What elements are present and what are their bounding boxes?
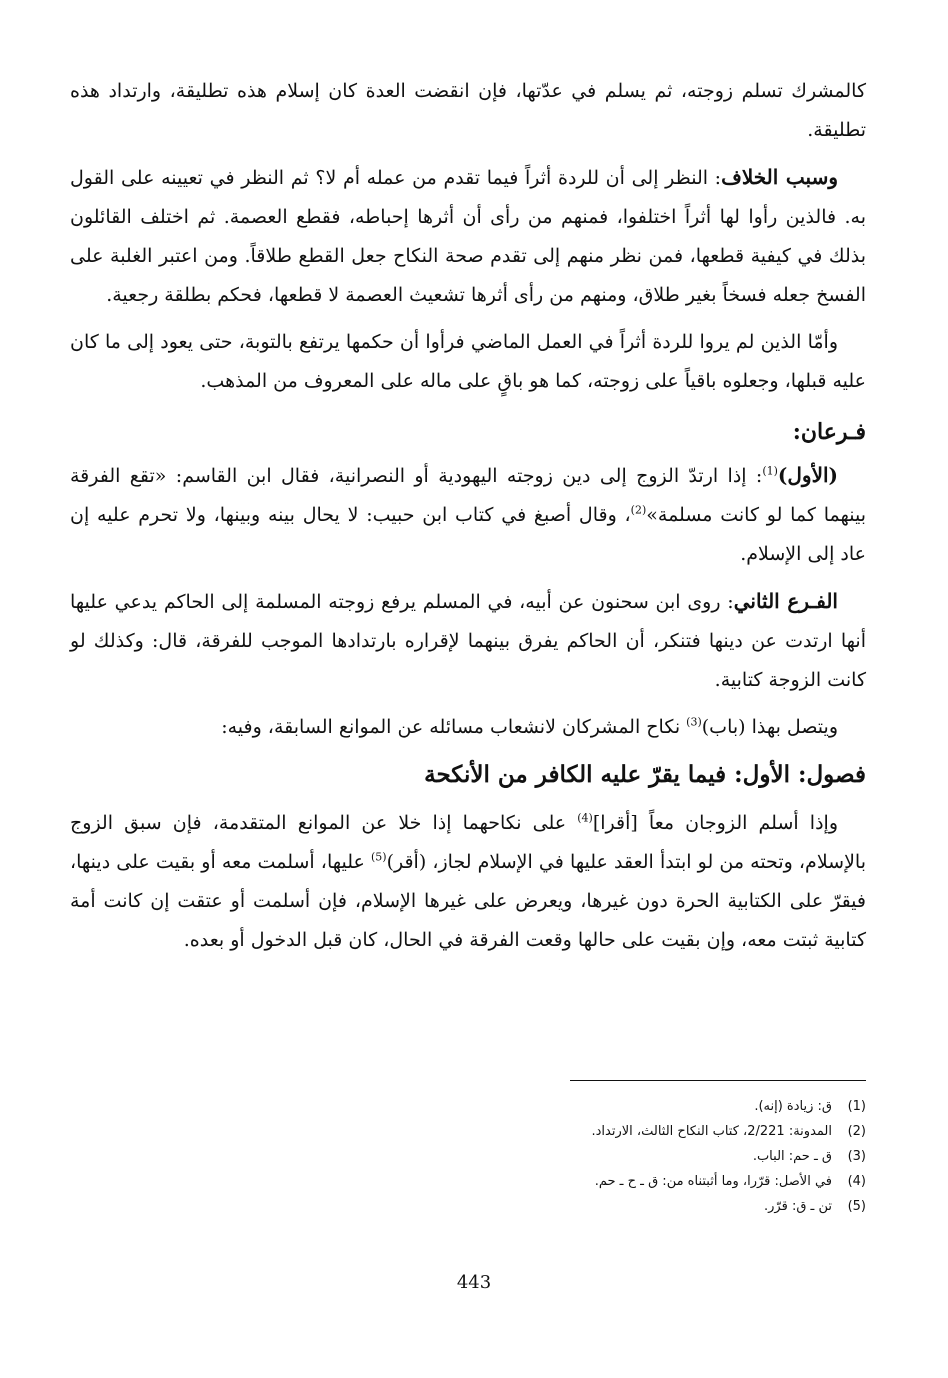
- footnote-item: [400, 1194, 866, 1219]
- paragraph-7: [70, 804, 866, 960]
- footnote-number: (3): [847, 1149, 866, 1164]
- paragraph-6: [70, 708, 866, 747]
- footnote-number: (2): [847, 1124, 866, 1139]
- page-body: [70, 72, 866, 968]
- paragraph-text: وإذا أسلم الزوجان معاً [أقرا]: [592, 812, 838, 834]
- footnote-item: [400, 1094, 866, 1119]
- footnote-number: (4): [847, 1174, 866, 1189]
- paragraph-text: ، وقال أصبغ في كتاب ابن حبيب: لا يحال بينه وبينها، ولا تحرم عليه إن عاد إلى الإسلام.: [70, 504, 866, 565]
- paragraph-lead-reason: وسبب الخلاف: [721, 165, 839, 189]
- paragraph-first-branch: [70, 456, 866, 574]
- chapter-title: فصول: الأول: فيما يقرّ عليه الكافر من الأنكحة: [424, 761, 866, 788]
- paragraph-text: على نكاحهما إذا خلا عن الموانع المتقدمة، فإن سبق الزوج بالإسلام، وتحته من لو ابتدأ العقد عليها في الإسلام لجاز، (أقر): [70, 812, 866, 873]
- footnote-item: [400, 1144, 866, 1169]
- footnote-separator: [570, 1080, 866, 1081]
- paragraph-text: : إذا ارتدّ الزوج إلى دين زوجته اليهودية أو النصرانية، فقال ابن القاسم: «تقع الفرقة بينهما كما لو كانت مسلمة»: [70, 465, 867, 526]
- paragraph-reason-of-dispute: [70, 158, 866, 315]
- footnote-text: ق: زيادة (إنه).: [754, 1099, 832, 1114]
- footnotes: [400, 1094, 866, 1219]
- section-title: فـرعان:: [792, 419, 866, 445]
- footnote-item: [400, 1169, 866, 1194]
- paragraph-text: نكاح المشركان لانشعاب مسائله عن الموانع السابقة، وفيه:: [221, 716, 687, 738]
- footnote-text: في الأصل: قرّرا، وما أثبتناه من: ق ـ ح ـ حم.: [594, 1174, 832, 1189]
- paragraph-text: : روى ابن سحنون عن أبيه، في المسلم يرفع زوجته المسلمة إلى الحاكم يدعي عليها أنها ارتدت عن دينها فتنكر، أن الحاكم يفرق بينهما لإقراره بارتدادها الموجب للفرقة، قال: وكذلك لو كانت الزوجة كتابية.: [70, 591, 866, 691]
- paragraph-text: : النظر إلى أن للردة أثراً فيما تقدم من عمله أم لا؟ ثم النظر في تعيينه على القول به. فالذين رأوا لها أثراً اختلفوا، فمنهم من رأى أن أثرها إحباطه، فقطع العصمة. ثم اختلف القائلون بذلك في كيفية قطعها، فمن نظر منهم إلى تقدم صحة النكاح جعل القطع طلاقاً. ومن اعتبر الغلبة على الفسخ جعله فسخاً بغير طلاق، ومنهم من رأى أثرها تشعيث العصمة لا قطعها، فحكم بطلقة رجعية.: [70, 167, 866, 306]
- paragraph-text: عليها، أسلمت معه أو بقيت على دينها، فيقرّ على الكتابية الحرة دون غيرها، ويعرض على غيرها الإسلام، فإن أسلمت أو عتقت إن كانت أمة كتابية ثبتت معه، وإن بقيت على حالها وقعت الفرقة في الحال، كان قبل الدخول أو بعده.: [70, 851, 866, 951]
- footnote-ref-1[interactable]: (1): [762, 464, 778, 478]
- page-number: 443: [456, 1272, 492, 1293]
- footnote-ref-2[interactable]: (2): [630, 503, 647, 517]
- footnote-text: المدونة: 2/221، كتاب النكاح الثالث، الارتداد.: [591, 1124, 832, 1139]
- paragraph-3: وأمّا الذين لم يروا للردة أثراً في العمل الماضي فرأوا أن حكمها يرتفع بالتوبة، حتى يعود إلى ما كان عليه قبلها، وجعلوه باقياً على زوجته، كما هو باقٍ على ماله على المعروف من المذهب.: [70, 331, 866, 392]
- footnote-item: [400, 1119, 866, 1144]
- paragraph-1: كالمشرك تسلم زوجته، ثم يسلم في عدّتها، فإن انقضت العدة كان إسلام هذه تطليقة، وارتداد هذه تطليقة.: [70, 80, 866, 141]
- footnote-number: (5): [847, 1199, 866, 1214]
- paragraph-text: ويتصل بهذا (باب): [701, 716, 838, 738]
- footnote-ref-5[interactable]: (5): [370, 850, 387, 864]
- paragraph-lead-first: (الأول): [777, 463, 838, 487]
- footnote-ref-4[interactable]: (4): [577, 811, 593, 825]
- footnote-text: تن ـ ق: قرّر.: [764, 1199, 832, 1214]
- footnote-number: (1): [847, 1099, 866, 1114]
- paragraph-lead-second: الفـرع الثاني: [733, 589, 838, 613]
- paragraph-second-branch: [70, 582, 866, 700]
- footnote-ref-3[interactable]: (3): [686, 715, 702, 729]
- footnote-text: ق ـ حم: الباب.: [752, 1149, 832, 1164]
